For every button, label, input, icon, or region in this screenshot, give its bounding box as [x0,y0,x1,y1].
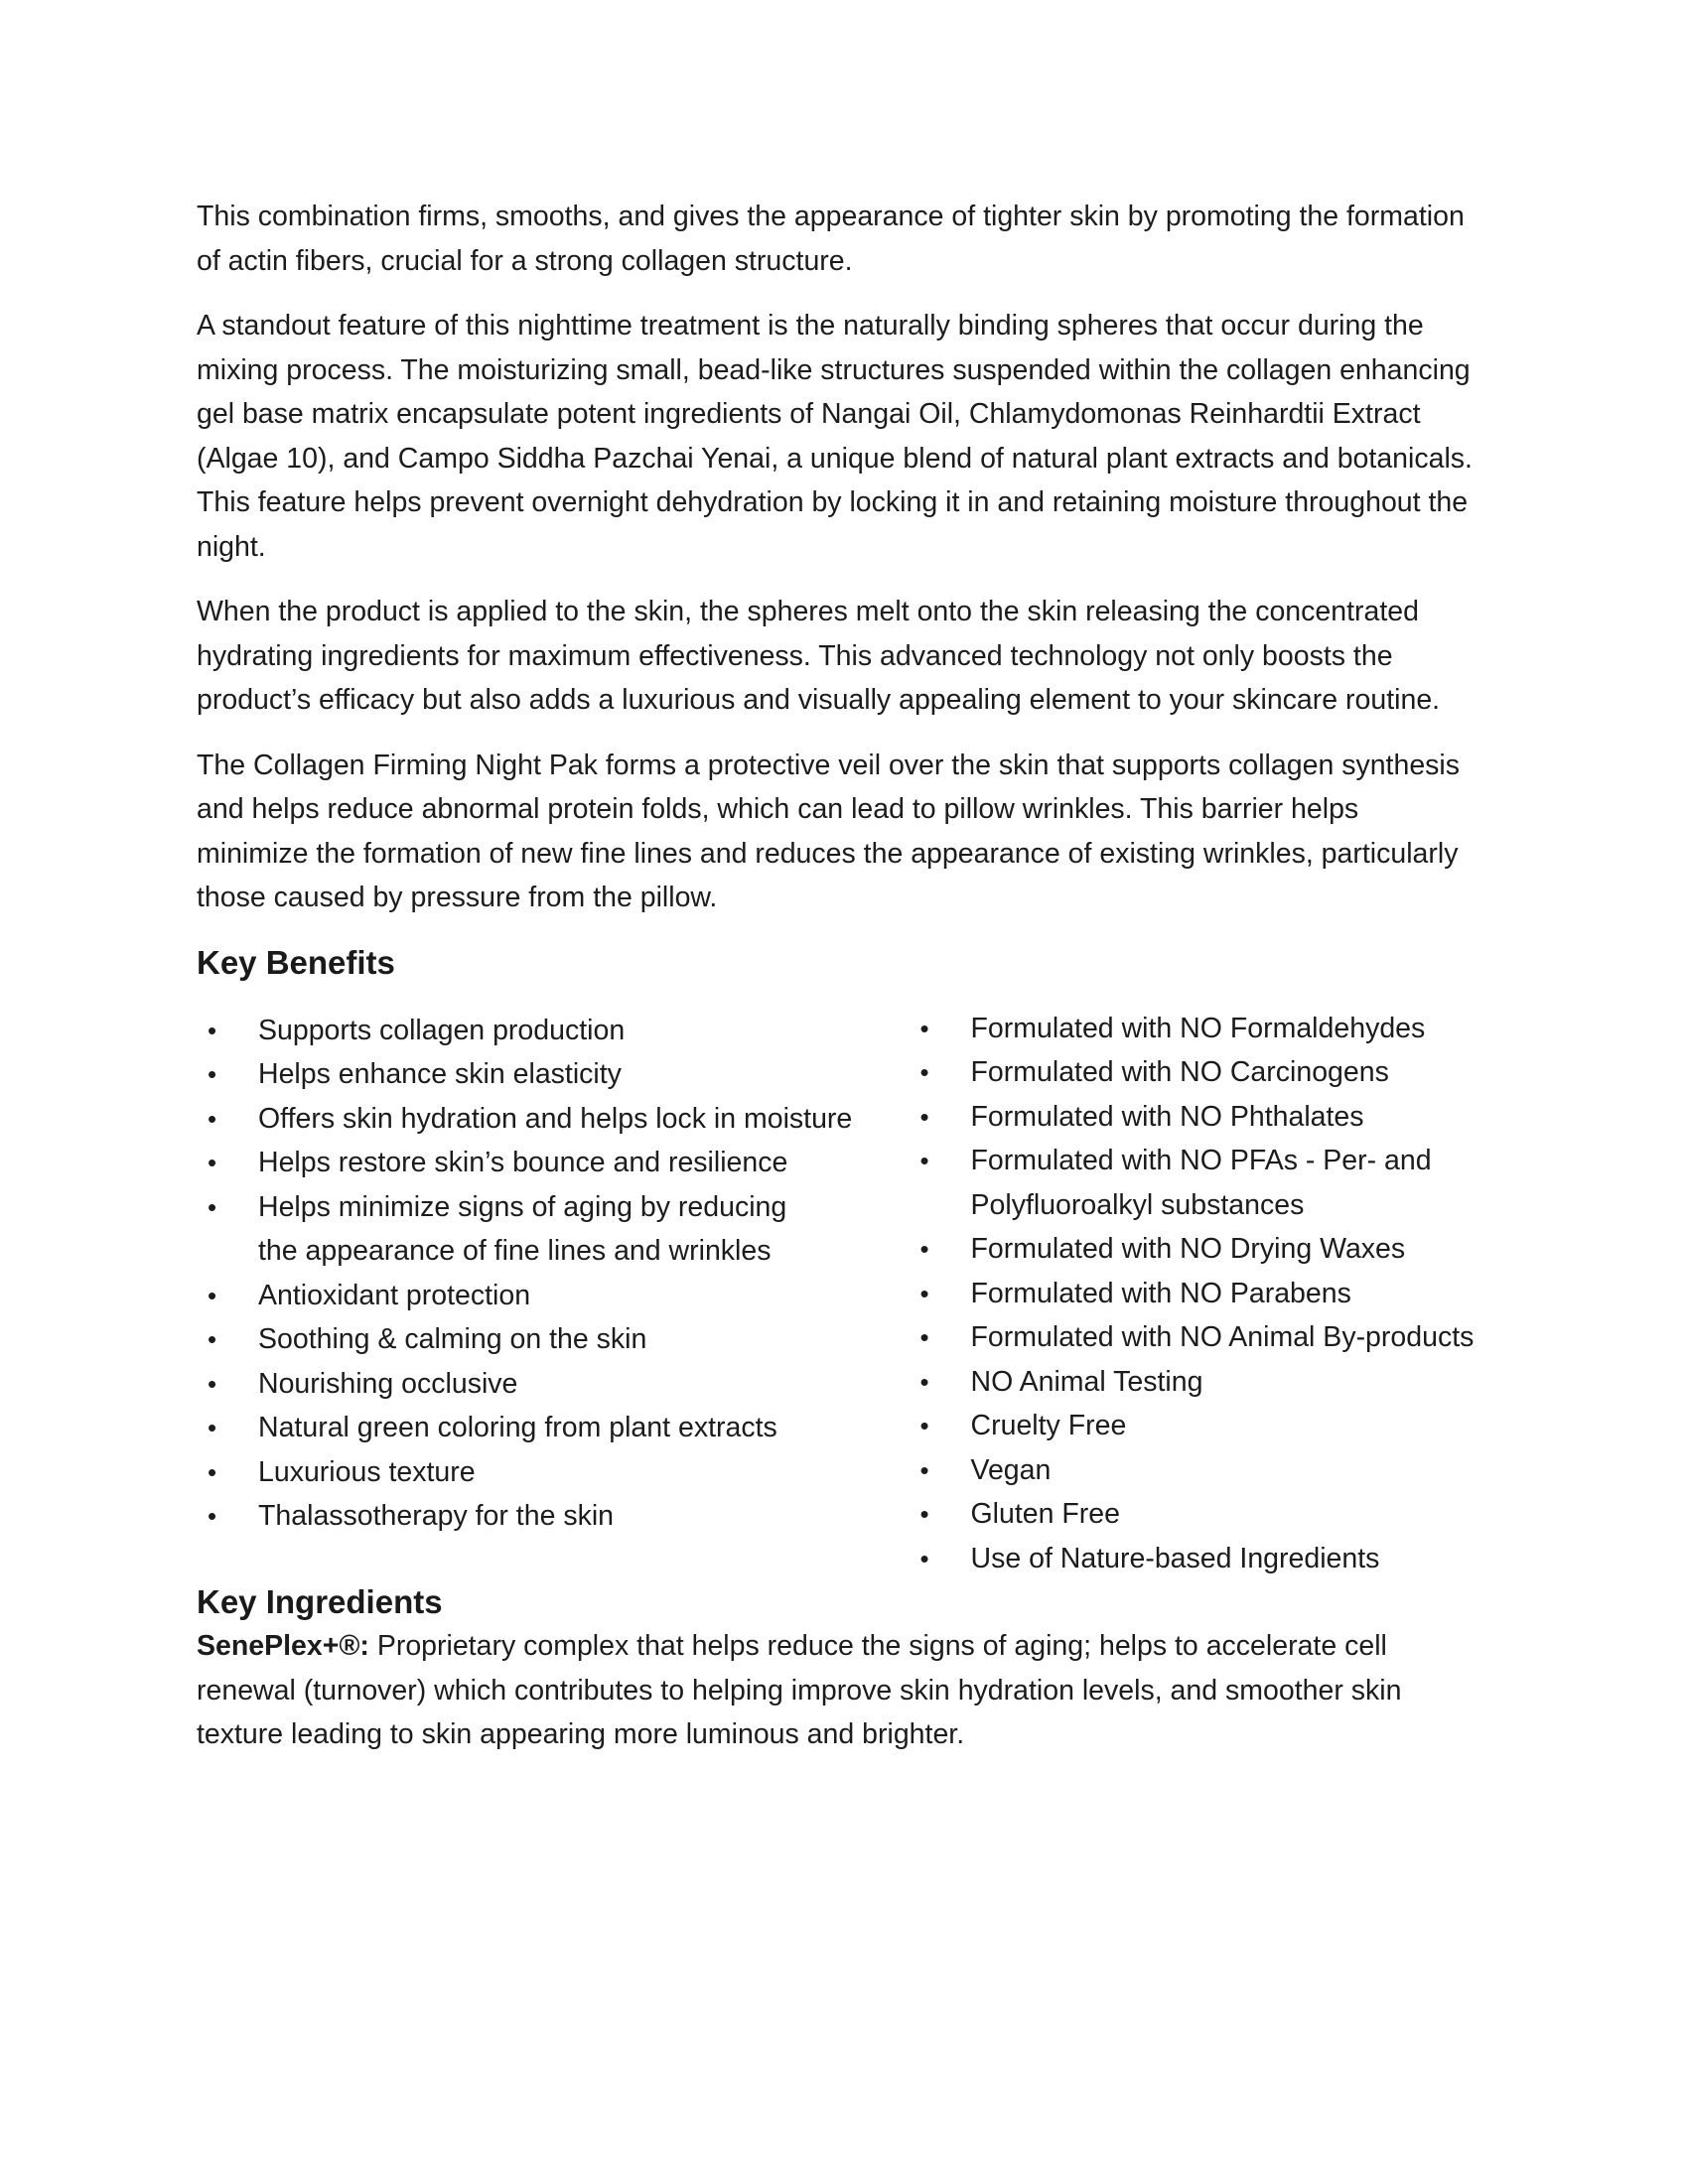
bullet-icon: • [208,1501,217,1531]
ingredient-seneplex [197,1624,1477,1757]
bullet-icon: • [208,1015,217,1045]
bullet-icon: • [919,1234,929,1264]
list-item: • NO Animal Testing [910,1360,1477,1405]
list-item: • Gluten Free [910,1492,1477,1537]
bullet-icon: • [919,1366,929,1397]
bullet-icon: • [919,1101,929,1132]
list-item: • Natural green coloring from plant extracts [197,1406,910,1450]
bullet-icon: • [208,1103,217,1134]
list-item: • Formulated with NO Drying Waxes [910,1227,1477,1272]
list-item: • Formulated with NO Parabens [910,1272,1477,1316]
bullet-icon: • [919,1499,929,1529]
bullet-icon: • [208,1413,217,1442]
paragraph-actin-fibers: This combination firms, smooths, and gives the appearance of tighter skin by promoting the formation of actin fibers, crucial for a strong collagen structure. [197,201,1465,277]
benefits-list-left [197,1009,910,1581]
bullet-icon: • [919,1278,929,1308]
bullet-icon: • [919,1013,929,1043]
list-item: • Formulated with NO PFAs - Per- and Polyfluoroalkyl substances [910,1139,1477,1227]
benefits-list-right [910,1007,1477,1581]
key-ingredients-heading: Key Ingredients [197,1583,443,1620]
bullet-icon: • [919,1146,929,1175]
bullet-icon: • [919,1322,929,1352]
key-benefits-lists [197,1007,1477,1581]
list-item: • Use of Nature-based Ingredients [910,1537,1477,1581]
list-item: • Helps enhance skin elasticity [197,1052,910,1097]
list-item: • Antioxidant protection [197,1274,910,1318]
list-item: • Cruelty Free [910,1404,1477,1448]
ingredient-name: SenePlex+®: [197,1630,369,1662]
bullet-icon: • [208,1059,217,1089]
list-item: • Formulated with NO Carcinogens [910,1050,1477,1095]
paragraph-spheres-melt: When the product is applied to the skin, the spheres melt onto the skin releasing the concentrated hydrating ingredients for maximum effectiveness. This advanced technology not only boosts the product’s efficacy but also adds a luxurious and visually appealing element to your skincare routine. [197,596,1441,716]
list-item: • Thalassotherapy for the skin [197,1494,910,1539]
list-item: • Offers skin hydration and helps lock in moisture [197,1097,910,1142]
list-item: • Supports collagen production [197,1009,910,1053]
bullet-icon: • [208,1368,217,1399]
paragraph-protective-veil: The Collagen Firming Night Pak forms a protective veil over the skin that supports collagen synthesis and helps reduce abnormal protein folds, which can lead to pillow wrinkles. This barrier helps minimize the formation of new fine lines and reduces the appearance of existing wrinkles, particularly those caused by pressure from the pillow. [197,749,1461,913]
list-item: • Helps minimize signs of aging by reducing the appearance of fine lines and wrinkles [197,1185,910,1274]
bullet-icon: • [919,1057,929,1087]
bullet-icon: • [919,1543,929,1573]
list-item: • Luxurious texture [197,1450,910,1495]
list-item: • Soothing & calming on the skin [197,1317,910,1362]
ingredient-description: Proprietary complex that helps reduce the signs of aging; helps to accelerate cell renewal (turnover) which contributes to helping improve skin hydration levels, and smoother skin texture leading to skin appearing more luminous and brighter. [197,1630,1402,1750]
list-item: • Formulated with NO Formaldehydes [910,1007,1477,1051]
list-item: • Vegan [910,1448,1477,1493]
list-item: • Formulated with NO Phthalates [910,1095,1477,1140]
list-item: • Helps restore skin’s bounce and resilience [197,1141,910,1185]
document-page [197,195,1477,1778]
key-benefits-heading: Key Benefits [197,943,395,981]
bullet-icon: • [208,1280,217,1310]
list-item: • Nourishing occlusive [197,1362,910,1407]
bullet-icon: • [208,1324,217,1354]
bullet-icon: • [919,1454,929,1485]
bullet-icon: • [208,1148,217,1177]
bullet-icon: • [208,1456,217,1487]
paragraph-binding-spheres: A standout feature of this nighttime treatment is the naturally binding spheres that occur during the mixing process. The moisturizing small, bead-like structures suspended within the collagen enhancing gel base matrix encapsulate potent ingredients of Nangai Oil, Chlamydomonas Reinhardtii Extract (Algae 10), and Campo Siddha Pazchai Yenai, a unique blend of natural plant extracts and botanicals. This feature helps prevent overnight dehydration by locking it in and retaining moisture throughout the night. [197,310,1473,563]
bullet-icon: • [919,1411,929,1440]
bullet-icon: • [208,1191,217,1222]
list-item: • Formulated with NO Animal By-products [910,1315,1477,1360]
